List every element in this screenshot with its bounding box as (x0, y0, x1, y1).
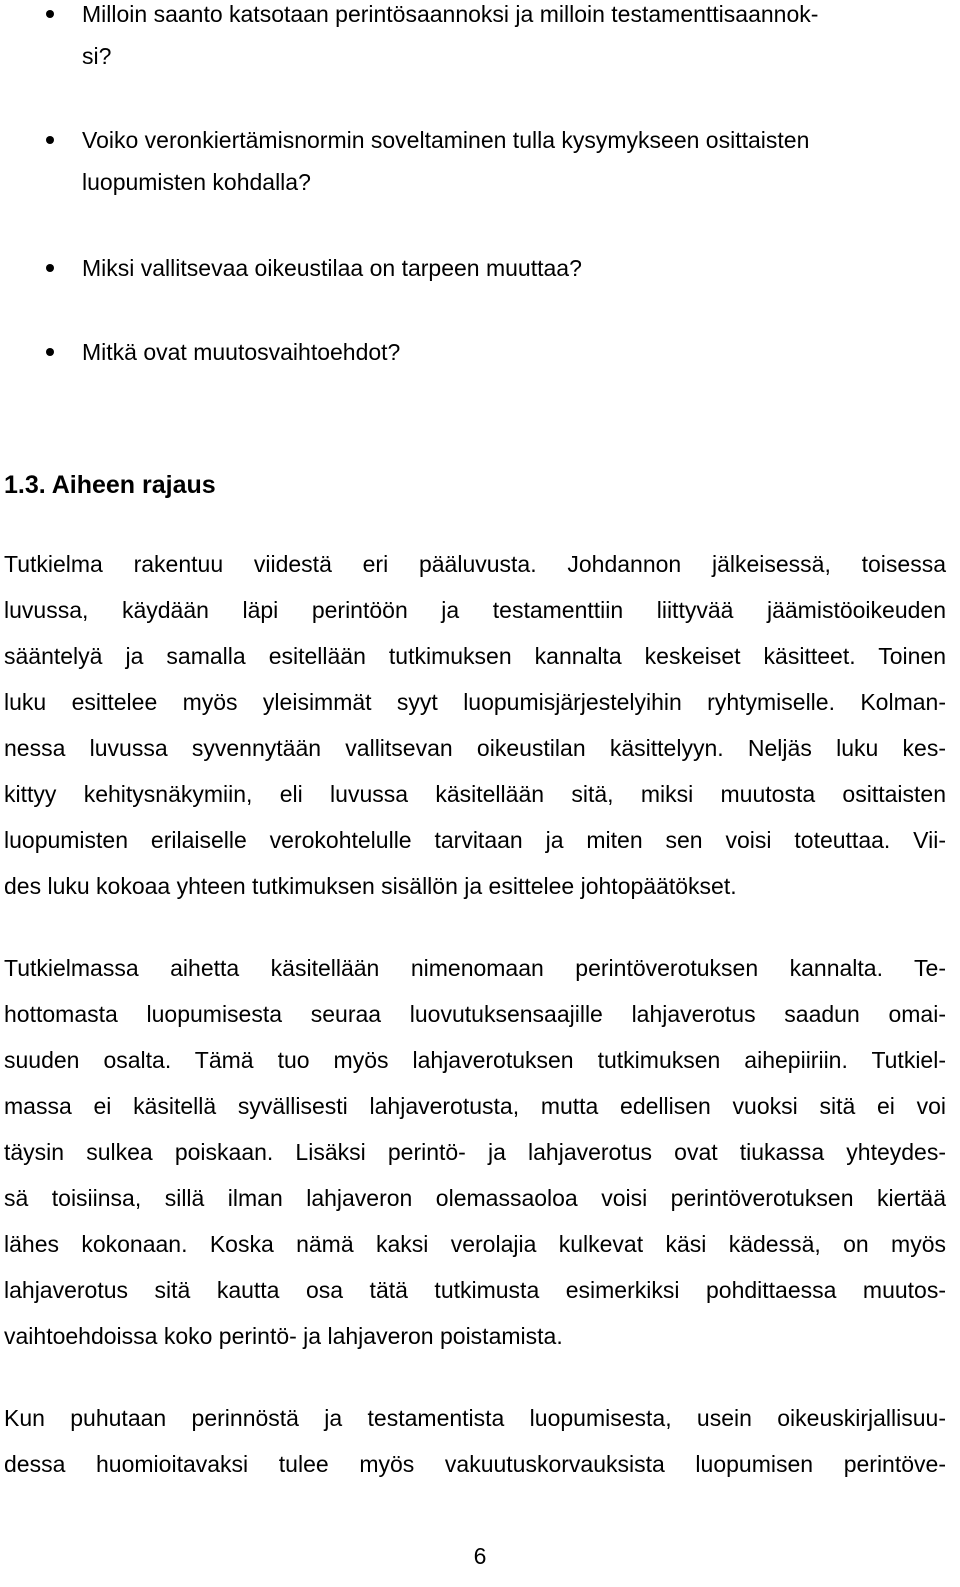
paragraph-line: lahjaverotus sitä kautta osa tätä tutkimusta esimerkiksi pohdittaessa muutos- (4, 1277, 946, 1303)
list-item-line: Mitkä ovat muutosvaihtoehdot? (82, 339, 401, 365)
paragraph-line: vaihtoehdoissa koko perintö- ja lahjaveron poistamista. (4, 1323, 563, 1349)
section-heading: 1.3. Aiheen rajaus (4, 471, 216, 499)
paragraph-line: suuden osalta. Tämä tuo myös lahjaverotuksen tutkimuksen aihepiiriin. Tutkiel- (4, 1047, 946, 1073)
paragraph-line: dessa huomioitavaksi tulee myös vakuutuskorvauksista luopumisen perintöve- (4, 1451, 946, 1477)
list-item-line: si? (82, 43, 112, 69)
paragraph-line: des luku kokoaa yhteen tutkimuksen sisällön ja esittelee johtopäätökset. (4, 873, 737, 899)
paragraph-line: luvussa, käydään läpi perintöön ja testamenttiin liittyvää jäämistöoikeuden (4, 597, 946, 623)
bullet-icon (46, 136, 54, 144)
paragraph-line: luopumisten erilaiselle verokohtelulle tarvitaan ja miten sen voisi toteuttaa. Vii- (4, 827, 946, 853)
paragraph-line: luku esittelee myös yleisimmät syyt luopumisjärjestelyihin ryhtymiselle. Kolman- (4, 689, 946, 715)
paragraph-line: täysin sulkea poiskaan. Lisäksi perintö- ja lahjaverotus ovat tiukassa yhteydes- (4, 1139, 946, 1165)
paragraph-line: massa ei käsitellä syvällisesti lahjaverotusta, mutta edellisen vuoksi sitä ei voi (4, 1093, 946, 1119)
page-number: 6 (473, 1543, 487, 1569)
list-item-line: luopumisten kohdalla? (82, 169, 311, 195)
list-item-line: Voiko veronkiertämisnormin soveltaminen tulla kysymykseen osittaisten (82, 127, 810, 153)
paragraph-line: sä toisiinsa, sillä ilman lahjaveron olemassaoloa voisi perintöverotuksen kiertää (4, 1185, 946, 1211)
list-item-line: Milloin saanto katsotaan perintösaannoksi ja milloin testamenttisaannok- (82, 1, 819, 27)
paragraph-line: lähes kokonaan. Koska nämä kaksi verolajia kulkevat käsi kädessä, on myös (4, 1231, 946, 1257)
paragraph-line: Tutkielma rakentuu viidestä eri pääluvusta. Johdannon jälkeisessä, toisessa (4, 551, 946, 577)
paragraph-line: nessa luvussa syvennytään vallitsevan oikeustilan käsittelyyn. Neljäs luku kes- (4, 735, 946, 761)
bullet-icon (46, 348, 54, 356)
paragraph-line: hottomasta luopumisesta seuraa luovutuksensaajille lahjaverotus saadun omai- (4, 1001, 946, 1027)
list-item-line: Miksi vallitsevaa oikeustilaa on tarpeen muuttaa? (82, 255, 582, 281)
paragraph-line: kittyy kehitysnäkymiin, eli luvussa käsitellään sitä, miksi muutosta osittaisten (4, 781, 946, 807)
bullet-icon (46, 10, 54, 18)
paragraph-line: Tutkielmassa aihetta käsitellään nimenomaan perintöverotuksen kannalta. Te- (4, 955, 946, 981)
paragraph-line: sääntelyä ja samalla esitellään tutkimuksen kannalta keskeiset käsitteet. Toinen (4, 643, 946, 669)
bullet-icon (46, 264, 54, 272)
paragraph-line: Kun puhutaan perinnöstä ja testamentista luopumisesta, usein oikeuskirjallisuu- (4, 1405, 946, 1431)
